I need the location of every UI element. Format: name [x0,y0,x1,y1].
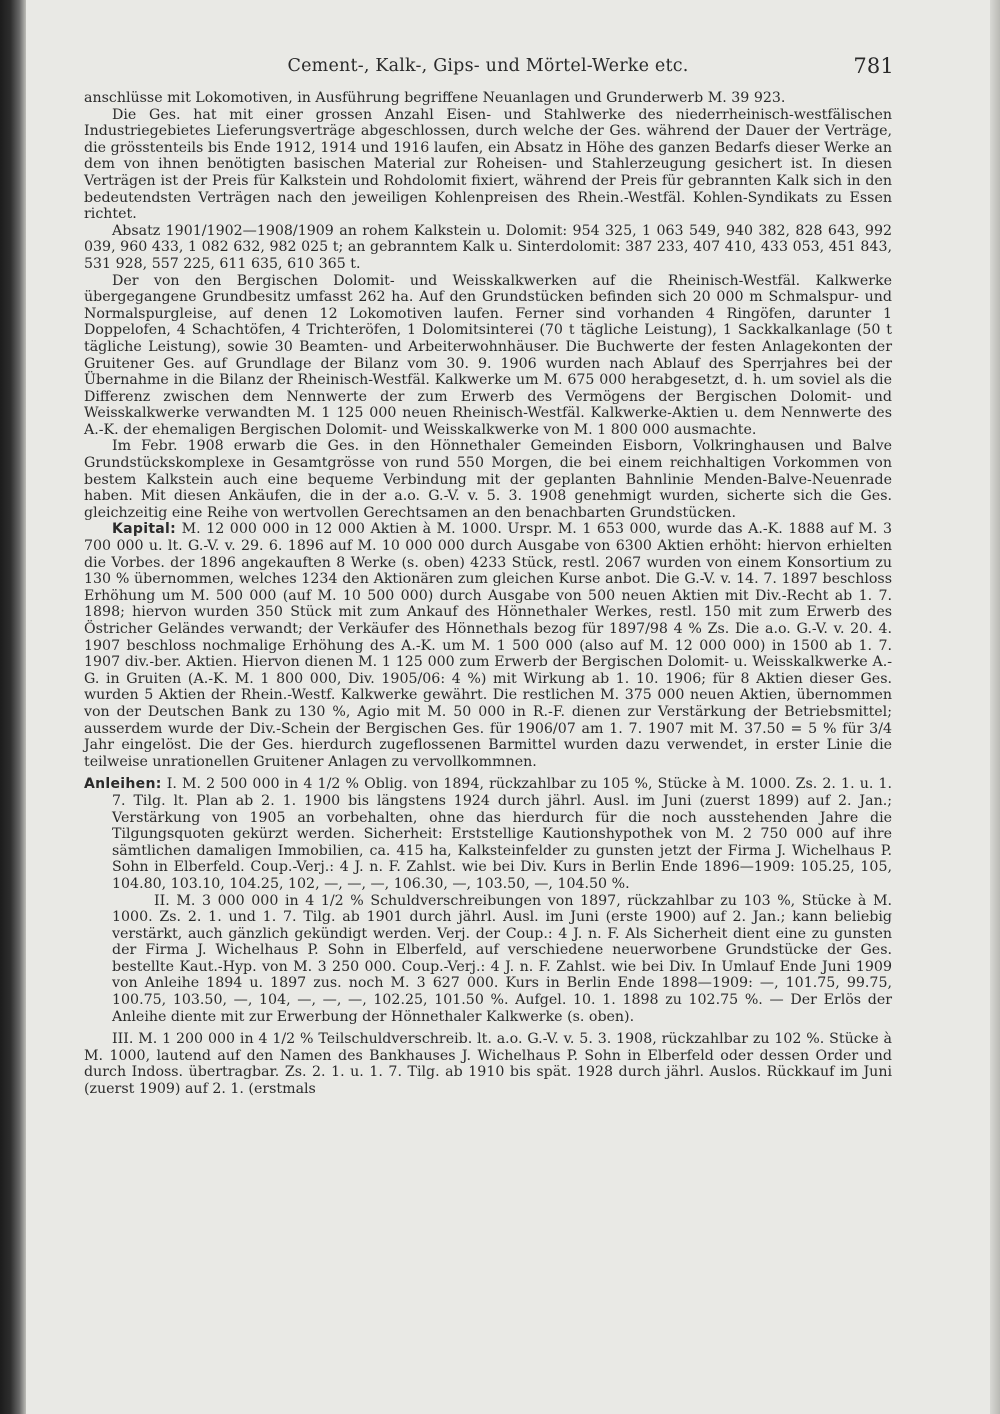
paragraph-absatz: Absatz 1901/1902—1908/1909 an rohem Kalkstein u. Dolomit: 954 325, 1 063 549, 940 382, 828 643, 992 039, 960 433, 1 082 632, 982 025 t; an gebranntem Kalk u. Sinterdolomit: 387 233, 407 410, 433 053, 451 843, 531 928, 557 225, 611 635, 610 365 t. [84,222,892,272]
anleihen-text: I. M. 2 500 000 in 4 1/2 % Oblig. von 1894, rückzahlbar zu 105 %, Stücke à M. 1000. Zs. 2. 1. u. 1. 7. Tilg. lt. Plan ab 2. 1. 1900 bis längstens 1924 durch jährl. Ausl. im Juni (zuerst 1899) auf 2. Jan.; Verstärkung von 1905 an vorbehalten, ohne das hierdurch für die noch ausstehenden Jahre die Tilgungsquoten gekürzt werden. Sicherheit: Erststellige Kautionshypothek von M. 2 750 000 auf ihre sämtlichen damaligen Immobilien, ca. 415 ha, Kalksteinfelder zu gunsten jetzt der Firma J. Wichelhaus P. Sohn in Elberfeld. Coup.-Verj.: 4 J. n. F. Zahlst. wie bei Div. Kurs in Berlin Ende 1896—1909: 105.25, 105, 104.80, 103.10, 104.25, 102, —, —, —, 106.30, —, 103.50, —, 104.50 %. [112,776,892,892]
paragraph-grunderwerb: anschlüsse mit Lokomotiven, in Ausführung begriffene Neuanlagen und Grunderwerb M. 39 923. [84,90,786,106]
page-number: 781 [853,54,894,78]
section-kapital [84,521,892,770]
kapital-text: M. 12 000 000 in 12 000 Aktien à M. 1000. Urspr. M. 1 653 000, wurde das A.-K. 1888 auf M. 3 700 000 u. lt. G.-V. v. 29. 6. 1896 auf M. 10 000 000 durch Ausgabe von 6300 Aktien erhöht: hiervon erhielten die Vorbes. der 1896 angekauften 8 Werke (s. oben) 4233 Stück, restl. 2067 wurden von einem Konsortium zu 130 % übernommen, welches 1234 den Aktionären zum gleichen Kurse anbot. Die G.-V. v. 14. 7. 1897 beschloss Erhöhung um M. 500 000 (auf M. 10 500 000) durch Ausgabe von 500 neuen Aktien mit Div.-Recht ab 1. 7. 1898; hiervon wurden 350 Stück mit zum Ankauf des Hönnethaler Werkes, restl. 150 mit zum Erwerb des Östricher Geländes verwandt; der Verkäufer des Hönnethals bezog für 1897/98 4 % Zs. Die a.o. G.-V. v. 20. 4. 1907 beschloss nochmalige Erhöhung des A.-K. um M. 1 500 000 (also auf M. 12 000 000) in 1500 ab 1. 7. 1907 div.-ber. Aktien. Hiervon dienen M. 1 125 000 zum Erwerb der Bergischen Dolomit- u. Weisskalkwerke A.-G. in Gruiten (A.-K. M. 1 800 000, Div. 1905/06: 4 %) mit Wirkung ab 1. 10. 1906; für 8 Aktien dieser Ges. wurden 5 Aktien der Rhein.-Westf. Kalkwerke gewährt. Die restlichen M. 375 000 neuen Aktien, übernommen von der Deutschen Bank zu 130 %, Agio mit M. 50 000 in R.-F. dienen zur Verstärkung der Betriebsmittel; ausserdem wurde der Div.-Schein der Bergischen Ges. für 1906/07 am 1. 7. 1907 mit M. 37.50 = 5 % für 3/4 Jahr eingelöst. Die der Ges. hierdurch zugeflossenen Barmittel wurden dazu verwendet, in erster Linie die teilweise unrationellen Gruitener Anlagen zu vervollkommnen. [84,521,892,770]
running-header [84,46,892,86]
document-page [84,46,892,1098]
anleihen-label: Anleihen: [84,776,162,793]
paragraph-anleihe-ii: II. M. 3 000 000 in 4 1/2 % Schuldverschreibungen von 1897, rückzahlbar zu 103 %, Stücke à M. 1000. Zs. 2. 1. und 1. 7. Tilg. ab 1901 durch jährl. Ausl. im Juni (erste 1900) auf 2. Jan.; kann beliebig verstärkt, auch gänzlich gekündigt werden. Verj. der Coup.: 4 J. n. F. Als Sicherheit dient eine zu gunsten der Firma J. Wichelhaus P. Sohn in Elberfeld, auf verschiedene neuerworbene Grundstücke der Ges. bestellte Kaut.-Hyp. von M. 3 250 000. Coup.-Verj.: 4 J. n. F. Zahlst. wie bei Div. In Umlauf Ende Juni 1909 von Anleihe 1894 u. 1897 zus. noch M. 3 627 000. Kurs in Berlin Ende 1898—1909: —, 101.75, 99.75, 100.75, 103.50, —, 104, —, —, —, 102.25, 101.50 %. Aufgel. 10. 1. 1898 zu 102.75 %. — Der Erlös der Anleihe diente mit zur Erwerbung der Hönnethaler Kalkwerke (s. oben). [112,892,892,1025]
paragraph-anleihe-iii: III. M. 1 200 000 in 4 1/2 % Teilschuldverschreib. lt. a.o. G.-V. v. 5. 3. 1908, rückzahlbar zu 102 %. Stücke à M. 1000, lautend auf den Namen des Bankhauses J. Wichelhaus P. Sohn in Elberfeld oder dessen Order und durch Indoss. übertragbar. Zs. 2. 1. u. 1. 7. Tilg. ab 1910 bis spät. 1928 durch jährl. Auslos. Rückkauf im Juni (zuerst 1909) auf 2. 1. (erstmals [84,1031,892,1098]
header-title: Cement-, Kalk-, Gips- und Mörtel-Werke etc. [287,56,689,76]
paragraph-grundbesitz: Der von den Bergischen Dolomit- und Weisskalkwerken auf die Rheinisch-Westfäl. Kalkwerke übergegangene Grundbesitz umfasst 262 ha. Auf den Grundstücken befinden sich 20 000 m Schmalspur- und Normalspurgleise, auf denen 12 Lokomotiven laufen. Ferner sind vorhanden 4 Ringöfen, darunter 1 Doppelofen, 4 Schachtöfen, 4 Trichteröfen, 1 Dolomitsinterei (70 t tägliche Leistung), 1 Sackkalkanlage (50 t tägliche Leistung), sowie 30 Beamten- und Arbeiterwohnhäuser. Die Buchwerte der festen Anlagekonten der Gruitener Ges. auf Grundlage der Bilanz vom 30. 9. 1906 wurden nach Ablauf des Sperrjahres bei der Übernahme in die Bilanz der Rheinisch-Westfäl. Kalkwerke um M. 675 000 herabgesetzt, d. h. um soviel als die Differenz zwischen dem Nennwerte der zum Erwerb des Vermögens der Bergischen Dolomit- und Weisskalkwerke verwandten M. 1 125 000 neuen Rheinisch-Westfäl. Kalkwerke-Aktien u. dem Nennwerte des A.-K. der ehemaligen Bergischen Dolomit- und Weisskalkwerke von M. 1 800 000 ausmachte. [84,272,892,438]
page-edge [990,0,1000,1414]
section-anleihen [84,776,892,892]
paragraph-erwerb-1908: Im Febr. 1908 erwarb die Ges. in den Hönnethaler Gemeinden Eisborn, Volkringhausen und Balve Grundstückskomplexe in Gesamtgrösse von rund 550 Morgen, die bei einem reichhaltigen Vorkommen von bestem Kalkstein auch eine bequeme Verbindung mit der geplanten Bahnlinie Menden-Balve-Neuenrade haben. Mit diesen Ankäufen, die in der a.o. G.-V. v. 5. 3. 1908 genehmigt wurden, sicherte sich die Ges. gleichzeitig eine Reihe von wertvollen Gerechtsamen an den benachbarten Grundstücken. [84,438,892,521]
paragraph-lieferungsvertraege: Die Ges. hat mit einer grossen Anzahl Eisen- und Stahlwerke des niederrheinisch-westfälischen Industriegebietes Lieferungsverträge abgeschlossen, durch welche der Ges. während der Dauer der Verträge, die grösstenteils bis Ende 1912, 1914 und 1916 laufen, ein Absatz in Höhe des ganzen Bedarfs dieser Werke an dem von ihnen benötigten basischen Material zur Roheisen- und Stahlerzeugung gesichert ist. In diesen Verträgen ist der Preis für Kalkstein und Rohdolomit fixiert, während der Preis für gebrannten Kalk sich in den bedeutendsten Verträgen nach den jeweiligen Kohlenpreisen des Rhein.-Westfäl. Kohlen-Syndikats zu Essen richtet. [84,106,892,223]
page-body [84,90,892,1098]
kapital-label: Kapital: [112,521,177,538]
book-spine-shadow [0,0,26,1414]
